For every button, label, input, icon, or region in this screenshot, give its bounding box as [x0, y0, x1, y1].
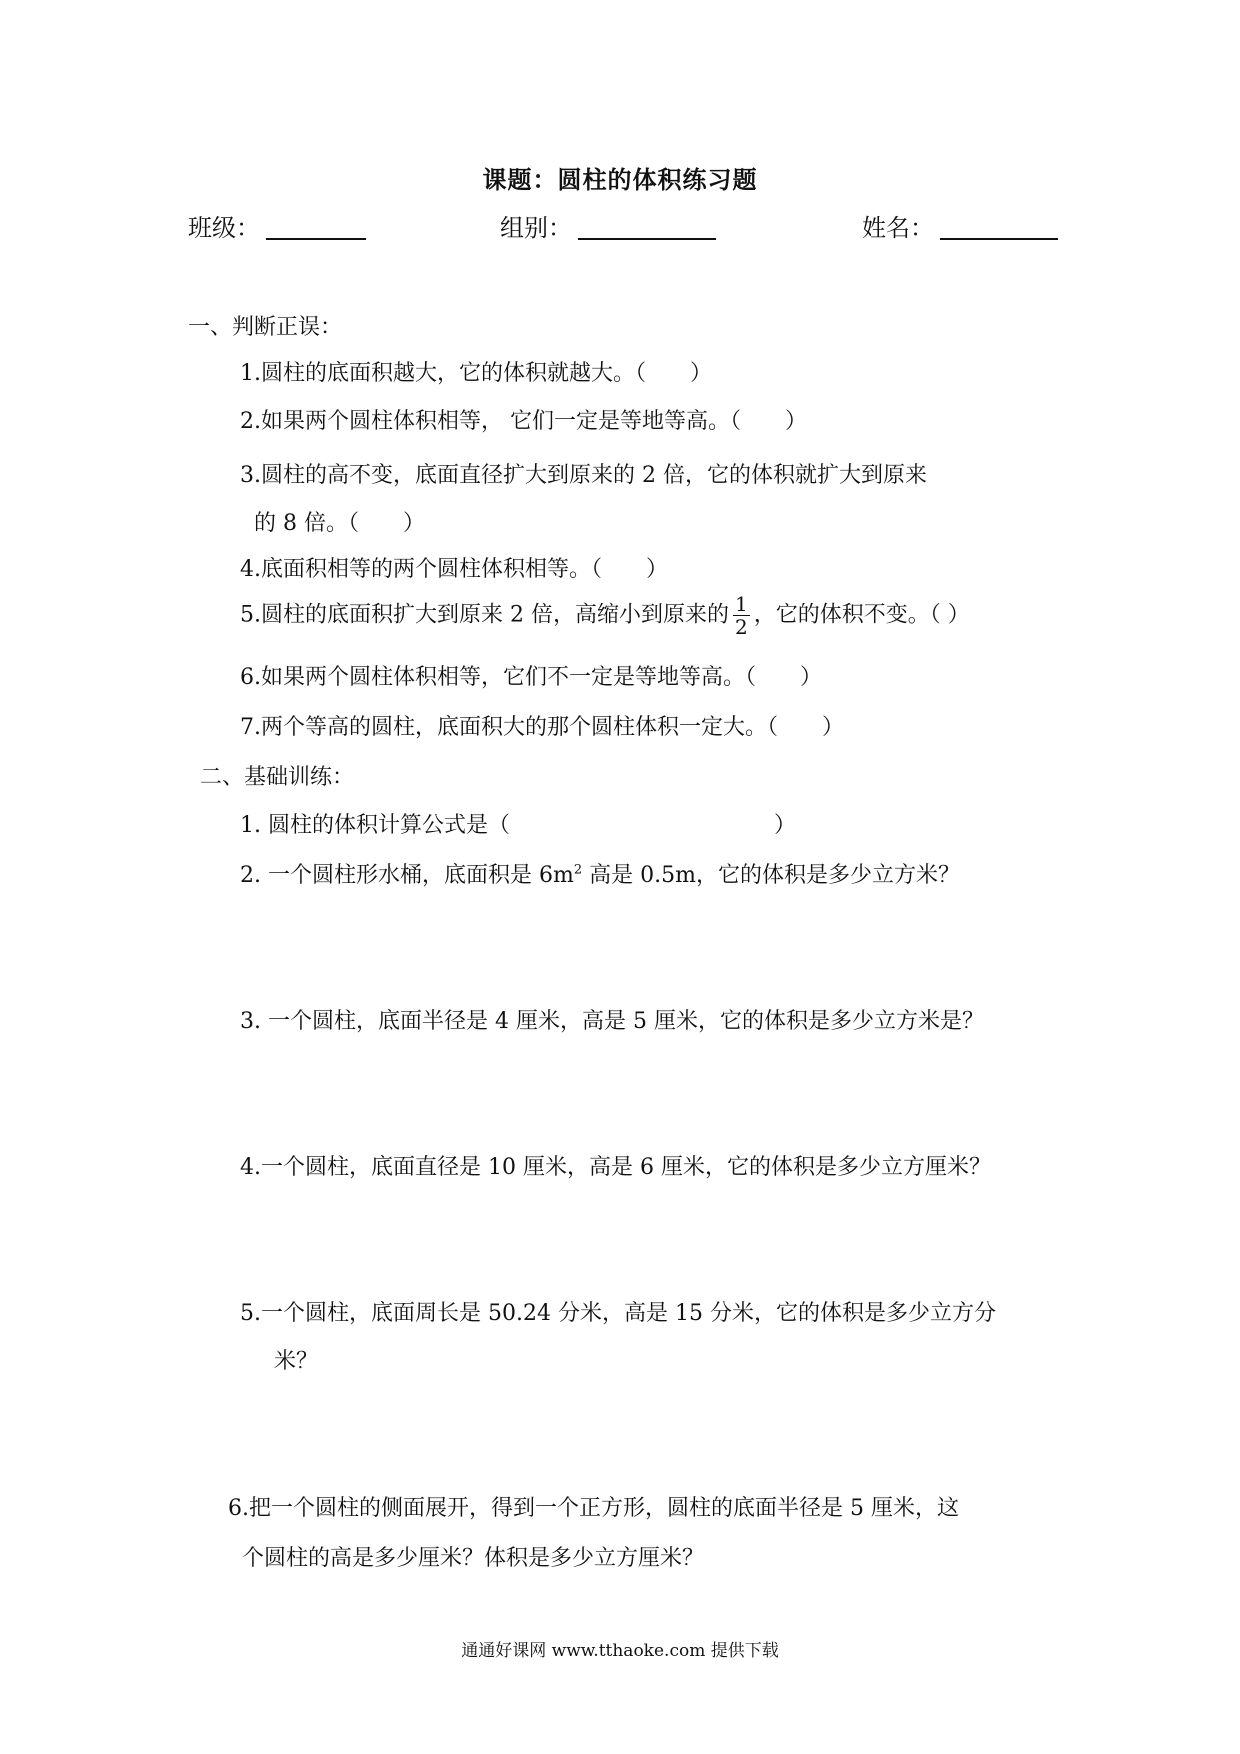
group-blank[interactable] — [578, 214, 716, 240]
group-label: 组别： — [500, 214, 572, 242]
basic-question-5-line-1: 5.一个圆柱，底面周长是 50.24 分米，高是 15 分米，它的体积是多少立方分 — [240, 1301, 996, 1326]
basic-question-6-line-2: 个圆柱的高是多少厘米？体积是多少立方厘米？ — [242, 1546, 705, 1571]
basic-question-4: 4.一个圆柱，底面直径是 10 厘米，高是 6 厘米，它的体积是多少立方厘米？ — [240, 1155, 991, 1180]
fraction-denominator: 2 — [734, 615, 748, 639]
basic-question-6-line-1: 6.把一个圆柱的侧面展开，得到一个正方形，圆柱的底面半径是 5 厘米，这 — [228, 1496, 959, 1521]
tf-question-3-line-1: 3.圆柱的高不变，底面直径扩大到原来的 2 倍，它的体积就扩大到原来 — [240, 463, 927, 488]
tf-question-1: 1.圆柱的底面积越大，它的体积就越大。（ ） — [240, 361, 712, 386]
section-heading-basic-training: 二、基础训练： — [200, 765, 355, 790]
basic-question-2 — [240, 858, 960, 889]
basic-question-2-text-after: 高是 0.5m，它的体积是多少立方米？ — [582, 863, 960, 888]
basic-question-2-text-before: 2. 一个圆柱形水桶，底面积是 6m — [240, 863, 574, 888]
name-blank[interactable] — [940, 214, 1058, 240]
tf-question-3-line-2: 的 8 倍。（ ） — [254, 511, 425, 536]
tf-question-5-text-before: 5.圆柱的底面积扩大到原来 2 倍，高缩小到原来的 — [240, 602, 729, 628]
basic-question-3: 3. 一个圆柱，底面半径是 4 厘米，高是 5 厘米，它的体积是多少立方米是？ — [240, 1009, 984, 1034]
basic-question-5 — [240, 1290, 996, 1386]
group-field — [500, 208, 716, 243]
tf-question-4: 4.底面积相等的两个圆柱体积相等。（ ） — [240, 557, 668, 582]
name-field — [862, 208, 1058, 243]
superscript-square: 2 — [573, 862, 583, 878]
basic-question-5-line-2: 米？ — [274, 1349, 319, 1374]
tf-question-6: 6.如果两个圆柱体积相等，它们不一定是等地等高。（ ） — [240, 665, 822, 690]
fraction-one-half — [733, 594, 750, 637]
class-field — [188, 208, 366, 243]
page-title: 课题：圆柱的体积练习题 — [482, 165, 758, 194]
tf-question-5 — [240, 594, 970, 637]
class-blank[interactable] — [266, 214, 366, 240]
tf-question-2: 2.如果两个圆柱体积相等， 它们一定是等地等高。（ ） — [240, 409, 807, 434]
tf-question-3 — [240, 452, 927, 548]
basic-question-1: 1. 圆柱的体积计算公式是（ ） — [240, 813, 796, 838]
basic-question-6 — [228, 1484, 959, 1584]
tf-question-5-text-after: ，它的体积不变。（ ） — [753, 602, 970, 628]
section-heading-true-false: 一、判断正误： — [188, 315, 343, 340]
footer-source-note: 通通好课网 www.tthaoke.com 提供下载 — [461, 1641, 779, 1661]
name-label: 姓名： — [862, 214, 934, 242]
class-label: 班级： — [188, 214, 260, 242]
tf-question-7: 7.两个等高的圆柱，底面积大的那个圆柱体积一定大。（ ） — [240, 715, 844, 740]
fraction-numerator: 1 — [734, 592, 748, 616]
